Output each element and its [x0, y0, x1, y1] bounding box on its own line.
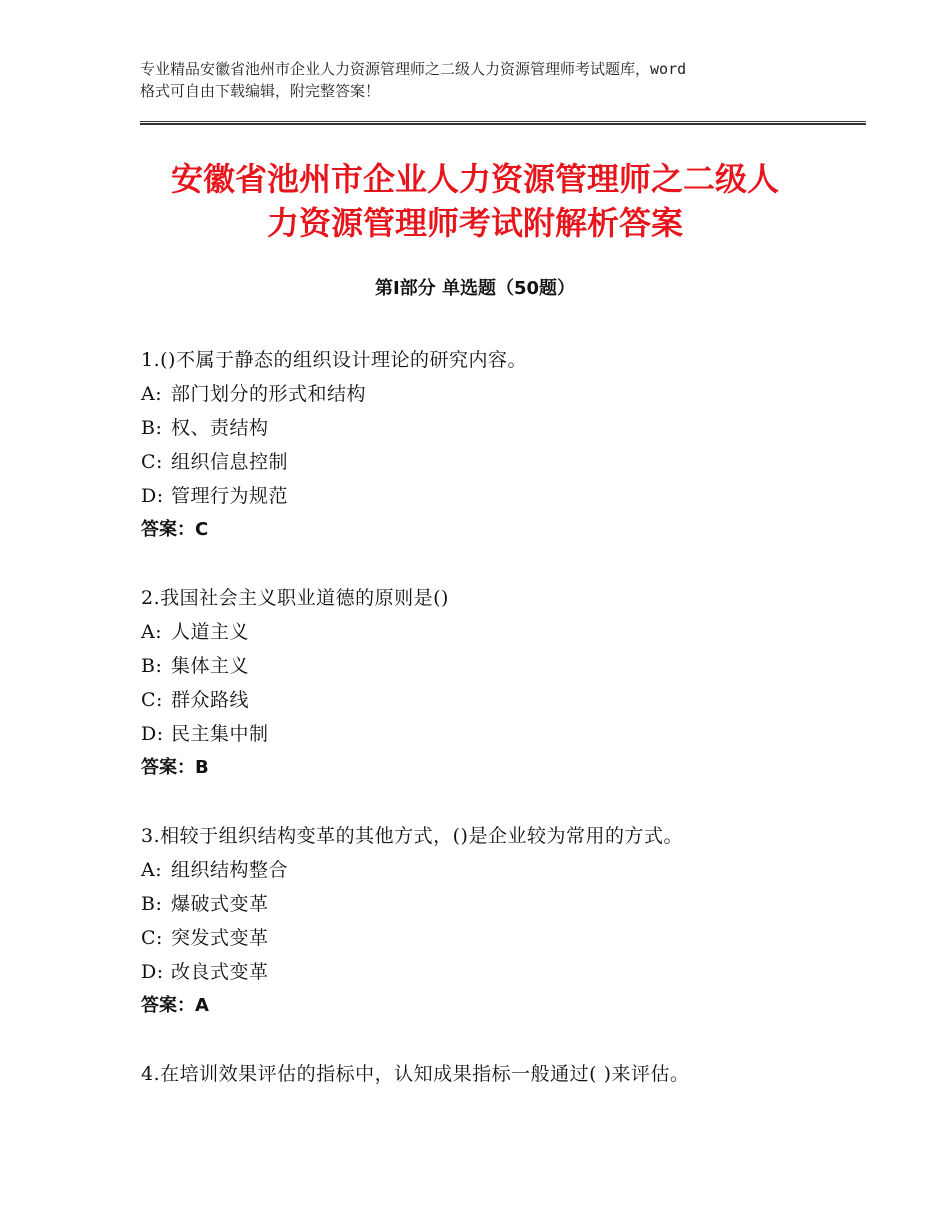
option-b	[141, 887, 841, 921]
option-d	[141, 479, 841, 513]
document-title-line1: 安徽省池州市企业人力资源管理师之二级人	[170, 160, 779, 198]
header-note	[140, 58, 830, 102]
option-a	[141, 853, 841, 887]
option-text: 部门划分的形式和结构	[171, 383, 367, 405]
option-d	[141, 717, 841, 751]
option-label: B:	[141, 417, 163, 439]
option-text: 突发式变革	[171, 927, 269, 949]
option-text: 集体主义	[171, 655, 250, 677]
question-stem: 3.相较于组织结构变革的其他方式，()是企业较为常用的方式。	[141, 825, 683, 847]
option-b	[141, 649, 841, 683]
option-text: 人道主义	[171, 621, 250, 643]
option-text: 改良式变革	[171, 961, 269, 983]
question-stem: 4.在培训效果评估的指标中，认知成果指标一般通过( )来评估。	[141, 1063, 690, 1085]
option-c	[141, 683, 841, 717]
option-label: C:	[141, 927, 163, 949]
option-label: A:	[141, 621, 163, 643]
option-c	[141, 921, 841, 955]
answer: 答案：C	[141, 519, 209, 540]
answer: 答案：A	[141, 995, 209, 1016]
option-a	[141, 615, 841, 649]
section-title: 第Ⅰ部分 单选题（50题）	[374, 278, 575, 299]
option-text: 爆破式变革	[171, 893, 269, 915]
option-c	[141, 445, 841, 479]
option-a	[141, 377, 841, 411]
option-label: D:	[141, 485, 164, 507]
option-label: D:	[141, 961, 164, 983]
header-note-line2: 格式可自由下载编辑，附完整答案！	[140, 82, 381, 100]
question-1	[141, 343, 841, 547]
option-label: D:	[141, 723, 164, 745]
header-divider	[140, 121, 866, 125]
option-text: 民主集中制	[171, 723, 269, 745]
option-label: A:	[141, 859, 163, 881]
document-title	[120, 157, 830, 245]
option-d	[141, 955, 841, 989]
option-label: A:	[141, 383, 163, 405]
option-text: 管理行为规范	[171, 485, 289, 507]
option-text: 权、责结构	[171, 417, 269, 439]
question-2	[141, 581, 841, 785]
question-stem: 1.()不属于静态的组织设计理论的研究内容。	[141, 349, 527, 371]
option-label: B:	[141, 893, 163, 915]
option-text: 组织结构整合	[171, 859, 289, 881]
option-text: 群众路线	[171, 689, 250, 711]
document-title-line2: 力资源管理师考试附解析答案	[266, 204, 683, 242]
option-label: C:	[141, 689, 163, 711]
question-3	[141, 819, 841, 1023]
option-label: C:	[141, 451, 163, 473]
option-b	[141, 411, 841, 445]
question-stem: 2.我国社会主义职业道德的原则是()	[141, 587, 449, 609]
option-text: 组织信息控制	[171, 451, 289, 473]
question-4	[141, 1057, 841, 1091]
answer: 答案：B	[141, 757, 209, 778]
question-list	[141, 343, 841, 1125]
option-label: B:	[141, 655, 163, 677]
header-note-line1: 专业精品安徽省池州市企业人力资源管理师之二级人力资源管理师考试题库，word	[140, 60, 687, 78]
